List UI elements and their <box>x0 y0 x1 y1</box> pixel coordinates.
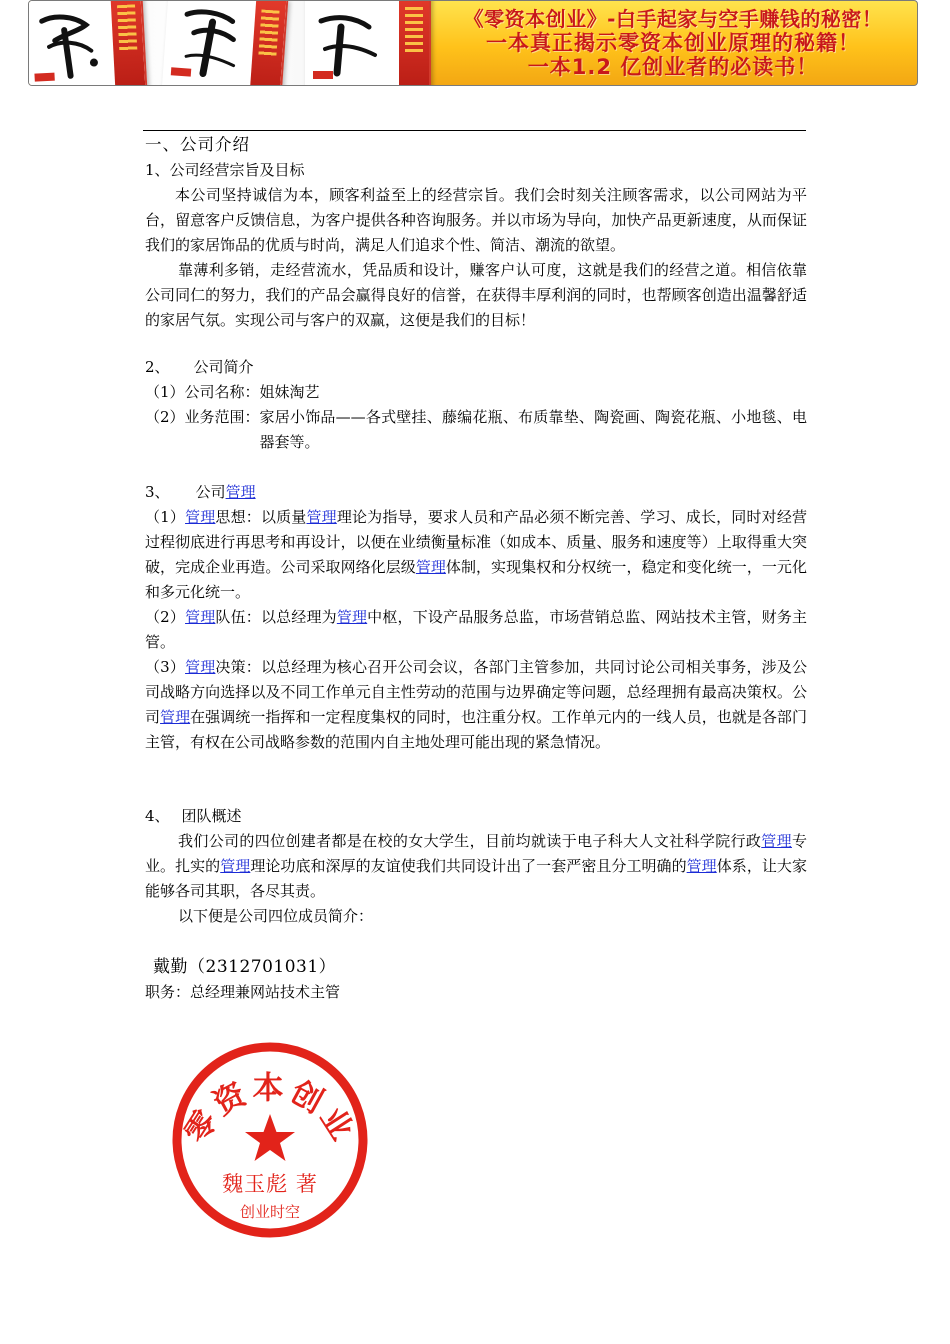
management-link[interactable]: 管理 <box>336 608 368 626</box>
s3-number: 3、 <box>145 483 170 501</box>
s2-item-2-text: 家居小饰品——各式壁挂、藤编花瓶、布质靠垫、陶瓷画、陶瓷花瓶、小地毯、电器套等。 <box>259 408 807 451</box>
slogan-line-3: 一本1.2 亿创业者的必读书！ <box>527 55 819 79</box>
brush-title-art <box>33 8 111 82</box>
slogan-line-2: 一本真正揭示零资本创业原理的秘籍！ <box>486 31 860 55</box>
book-cover-image <box>305 0 431 86</box>
s3-paragraph-2 <box>145 605 807 655</box>
s3-p2-text-1: 队伍：以总经理为 <box>215 608 337 626</box>
horizontal-rule <box>143 130 806 131</box>
management-link[interactable]: 管理 <box>415 558 446 576</box>
management-link[interactable]: 管理 <box>761 832 792 850</box>
s2-title: 公司简介 <box>193 358 254 376</box>
s3-p2-text-2: 中枢，下设产品服务总监，市场营销总监、网站技术主管，财务主管。 <box>145 608 807 651</box>
s3-p1-text-2: 理论为指导，要求人员和产品必须不断完善、学习、成长，同时对经营过程彻底进行再思考和再设计，以便在业绩衡量标准（如成本、质量、服务和速度等）上取得重大突破，完成企业再造。公司采取网络化层级 <box>145 508 807 576</box>
section-3 <box>145 480 807 755</box>
s4-paragraph-2: 以下便是公司四位成员简介： <box>178 907 374 925</box>
brush-title-art <box>315 9 389 79</box>
book-red-tag <box>34 73 54 82</box>
s4-title: 团队概述 <box>181 807 242 825</box>
management-link[interactable]: 管理 <box>185 508 216 526</box>
member-card <box>145 954 807 1005</box>
s4-paragraph-1 <box>145 829 807 904</box>
book-red-tag <box>313 71 333 79</box>
s2-number: 2、 <box>145 358 170 376</box>
s3-p2-prefix: （2） <box>145 608 186 626</box>
s3-heading <box>145 480 807 505</box>
management-link[interactable]: 管理 <box>225 483 256 501</box>
member-role: 职务：总经理兼网站技术主管 <box>145 983 341 1001</box>
book-red-tag <box>171 67 192 76</box>
management-link[interactable]: 管理 <box>220 857 251 875</box>
section-intro <box>145 132 807 333</box>
s3-p3-text-1: 决策：以总经理为核心召开公司会议，各部门主管参加，共同讨论公司相关事务，涉及公司战略方向选择以及不同工作单元自主性劳动的范围与边界确定等问题，总经理拥有最高决策权。公司 <box>145 658 807 726</box>
section-title: 一、公司介绍 <box>145 135 250 154</box>
seal-arc-text: 零资本创业 <box>178 1070 362 1150</box>
book-spine <box>249 0 286 86</box>
seal-star-icon <box>245 1114 295 1161</box>
book-covers <box>29 1 429 86</box>
s3-p1-text-1: 思想：以质量 <box>215 508 307 526</box>
book-cover-image <box>162 0 289 86</box>
section-2 <box>145 355 807 455</box>
management-link[interactable]: 管理 <box>306 508 337 526</box>
s2-item-2 <box>145 405 807 455</box>
s3-paragraph-3 <box>145 655 807 755</box>
management-link[interactable]: 管理 <box>185 658 216 676</box>
s3-paragraph-1 <box>145 505 807 605</box>
s1-paragraph-2: 靠薄利多销，走经营流水，凭品质和设计，赚客户认可度，这就是我们的经营之道。相信依靠公司同仁的努力，我们的产品会赢得良好的信誉，在获得丰厚利润的同时，也帮顾客创造出温馨舒适的家居气氛。实现公司与客户的双赢，这便是我们的目标！ <box>145 261 807 329</box>
s2-item-1: （1）公司名称：姐妹淘艺 <box>145 383 320 401</box>
s4-heading <box>145 804 807 829</box>
s3-p3-prefix: （3） <box>145 658 186 676</box>
s3-p1-prefix: （1） <box>145 508 186 526</box>
slogan-line-1: 《零资本创业》-白手起家与空手赚钱的秘密！ <box>463 7 883 31</box>
s1-paragraph-1: 本公司坚持诚信为本，顾客利益至上的经营宗旨。我们会时刻关注顾客需求，以公司网站为平台，留意客户反馈信息，为客户提供各种咨询服务。并以市场为导向，加快产品更新速度，从而保证我们的家居饰品的优质与时尚，满足人们追求个性、简洁、潮流的欲望。 <box>145 186 807 254</box>
red-seal-stamp <box>170 1040 370 1240</box>
management-link[interactable]: 管理 <box>185 608 216 626</box>
banner-slogan <box>433 7 913 79</box>
s1-heading: 1、公司经营宗旨及目标 <box>145 161 305 179</box>
management-link[interactable]: 管理 <box>686 857 717 875</box>
s4-p1-text-1: 我们公司的四位创建者都是在校的女大学生，目前均就读于电子科大人文社科学院行政 <box>178 832 762 850</box>
s4-p1-text-3: 理论功底和深厚的友谊使我们共同设计出了一套严密且分工明确的 <box>250 857 687 875</box>
s2-heading <box>145 355 807 380</box>
s4-number: 4、 <box>145 807 170 825</box>
s2-item-2-label: （2）业务范围： <box>145 408 260 426</box>
section-4 <box>145 804 807 929</box>
s4-p1-text-4: 体系，让大家能够各司其职，各尽其责。 <box>145 857 807 900</box>
s3-p1-text-3: 体制，实现集权和分权统一，稳定和变化统一，一元化和多元化统一。 <box>145 558 807 601</box>
seal-author: 魏玉彪 著 <box>222 1172 318 1196</box>
s3-p3-text-2: 在强调统一指挥和一定程度集权的同时，也注重分权。工作单元内的一线人员，也就是各部门主管，有权在公司战略参数的范围内自主地处理可能出现的紧急情况。 <box>145 708 807 751</box>
seal-subtitle: 创业时空 <box>239 1203 301 1221</box>
book-spine <box>399 0 429 86</box>
member-name: 戴勤（2312701031） <box>153 957 337 977</box>
ad-banner[interactable] <box>28 0 918 86</box>
management-link[interactable]: 管理 <box>160 708 191 726</box>
s3-title: 公司 <box>195 483 226 501</box>
book-spine <box>110 0 145 86</box>
book-cover-image <box>28 0 148 86</box>
s4-p1-text-2: 专业。扎实的 <box>145 832 807 875</box>
